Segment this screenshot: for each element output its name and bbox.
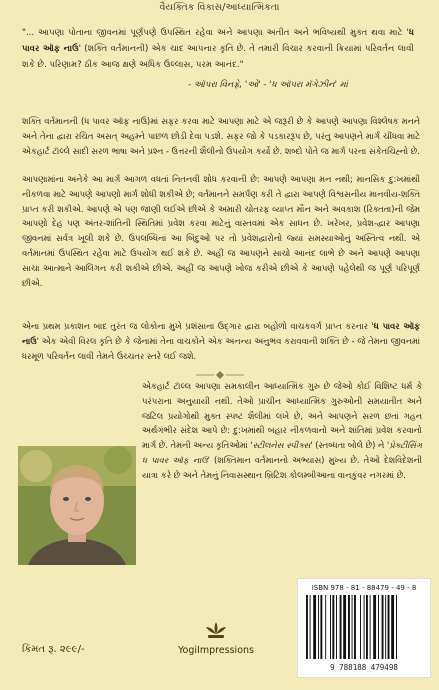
note-book-title: ધ પાવર ઑફ નાઉ — [22, 321, 420, 346]
note-text-cont: ' એક એવી વિરલ કૃતિ છે કે જેનામાં તેના વાચકોને એક અનન્ય અનુભવ કરાવવાની શક્તિ છે - જે તેમના જીવનમાં ધરમૂળ પરિવર્તન લાવી તેમને ઉચ્ચતર સ્તરે લઈ જશે. — [22, 335, 420, 361]
divider-ornament — [196, 371, 244, 379]
quote-text-cont: ' (શક્તિ વર્તમાનની) એક ચાદ આપનાર કૃતિ છે. તે તમારી વિચાર કરવાની ક્રિયામાં પરિવર્તન લાવી શકે છે. પરિણામ? ઠીક આજ ક્ષણે અધિક ઉલ્લાસ, પરમ આનંદ." — [22, 43, 414, 70]
note-text: એના પ્રથમ પ્રકાશન બાદ તુરંત જ લોકોના મુખે પ્રશંસાના ઉદ્ગાર દ્વારા બહોળો વાચકવર્ગ પ્રાપ્ત કરનાર ' — [22, 321, 374, 331]
author-photo — [18, 446, 136, 565]
bio-book-title-2: પ્રેક્ટીસિંગ ધ પાવર ઑફ નાઉ — [142, 440, 423, 465]
description-paragraph-1: શક્તિ વર્તમાનની (ધ પાવર ઑફ નાઉ)માં સફર કરવા માટે આપણા માટે એ જરૂરી છે કે આપણે આપણા વિશ્લેષક મનને અને તેના દ્વારા રચિત અસત્ અહમ્ને પાછળ છોડી દેવા પડશે. સફર જો કે પડકારરૂપ છે, પરંતુ આપણને માર્ગ ચીંધવા માટે એકહાર્ટ ટૉલ્લે સાદી સરળ ભાષા અને પ્રશ્ન - ઉત્તરની શૈલીનો ઉપયોગ કર્યો છે. શબ્દો પોતે જ માર્ગ પરના સંકેતચિહ્નો છે. — [22, 116, 420, 156]
bio-book-title-1: સ્ટીલનેસ સ્પીક્સ — [252, 440, 311, 451]
isbn-label: ISBN 978 - 81 - 88479 - 49 - 8 — [311, 584, 417, 592]
bio-text: એકહાર્ટ ટૉલ્લ આપણા સમકાલીન આધ્યાત્મિક ગુરુ છે જેઓ કોઈ વિશિષ્ટ ધર્મ કે પરંપરાના અનુયાયી નથી. તેઓ પ્રાચીન આધ્યાત્મિક ગુરુઓની સમયાતીત અને જટિલ પ્રયોગોથી મુક્ત સ્પષ્ટ શૈલીમાં લખે છે, અને આપણને સરળ છતાં ગહન અર્થગંભીર સંદેશ આપે છે: દુ:ખમાંથી બહાર નીકળવાનો અને શાંતિમાં પ્રવેશ કરવાનો માર્ગ છે. તેમની અન્ય કૃતિઓમાં ' — [142, 381, 422, 451]
description-paragraph-2: આપણામાંના અનેકે આ માર્ગ આગળ વધતાં નિતનવી શોધ કરવાની છે: આપણે આપણા મન નથી; માનસિક દુ:ખમાંથી નીકળવા માટે આપણે આપણો માર્ગ શોધી શકીએ છે; વર્તમાનને સમર્પણ કરી તે દ્વારા આપણે વિશ્વસનીય માનવીય-શક્તિ પ્રાપ્ત કરી શકીએ. આપણે એ પણ જાણી લઈએ છીએ કે અમારી ચોતરફ વ્યાપ્ત મૌન અને અવકાશ (રિક્તતા)ની જેમ આપણો દેહ પણ અંતર-શાંતિની સ્થિતિમાં પ્રવેશ કરવા માટેનું વાસ્તવમાં એક સાધન છે. ખરેખર, પ્રવેશ-દ્વાર આપણા જીવનમાં સર્વત્ર ખૂલી શકે છે. ઉપલબ્ધિનાં આ બિંદુઓ પર તો પ્રવેશદ્વારોનો જ્યાં સમસ્યાઓનું અસ્તિત્વ નથી. એ વર્તમાનમાં ઉપસ્થિત રહેવા માટે ઉપયોગ થઈ શકે છે. અહીં જ આપણને સાચો આનંદ લાભે છે અને આપણે આપણા સાચા આત્માને આલિંગન કરી શકીએ છીએ. અહીં જ આપણે ખોજ કરીએ છીએ કે આપણે પહેલેથી જ પૂર્ણ પરિપૂર્ણ છીએ. — [22, 174, 420, 288]
bio-text-2: ' (સ્તબ્ધતા બોલે છે) ને ' — [310, 440, 390, 451]
quote-book-title: ધ પાવર ઑફ નાઉ — [22, 28, 414, 54]
author-bio — [142, 379, 422, 483]
publisher-name: YogiImpressions — [178, 645, 254, 656]
category-label: વૈયક્તિક વિકાસ/આધ્યાત્મિકતા — [159, 2, 280, 13]
publisher-logo — [150, 621, 282, 656]
price-label: કિંમત રૂ. ૨૯૯/- — [22, 644, 85, 655]
lotus-icon — [205, 621, 227, 639]
publication-note — [22, 319, 420, 363]
endorsement-quote — [22, 26, 414, 73]
quote-text: "... આપણા પોતાના જીવનમાં પૂર્ણપણે ઉપસ્થિત રહેવા અને આપણા અતીત અને ભવિષ્યથી મુક્ત થવા માટે ' — [22, 28, 409, 38]
barcode-bars — [306, 595, 422, 659]
isbn-barcode — [297, 578, 431, 678]
quote-attribution: - ઑપરા વિનફ્રે, 'ઓ' - 'ધ ઑપરા મૅગેઝીન' માં — [188, 80, 348, 90]
bio-text-3: ' (શક્તિમાન વર્તમાનનો અભ્યાસ) મુખ્ય છે. તેઓ દેશવિદેશની યાત્રા કરે છે અને તેમનું નિવાસસ્થાન બ્રિટિશ કોલમ્બીઆના વાનકુંવર નગરમાં છે. — [142, 454, 422, 480]
barcode-number: 9 788188 479498 — [330, 663, 398, 672]
